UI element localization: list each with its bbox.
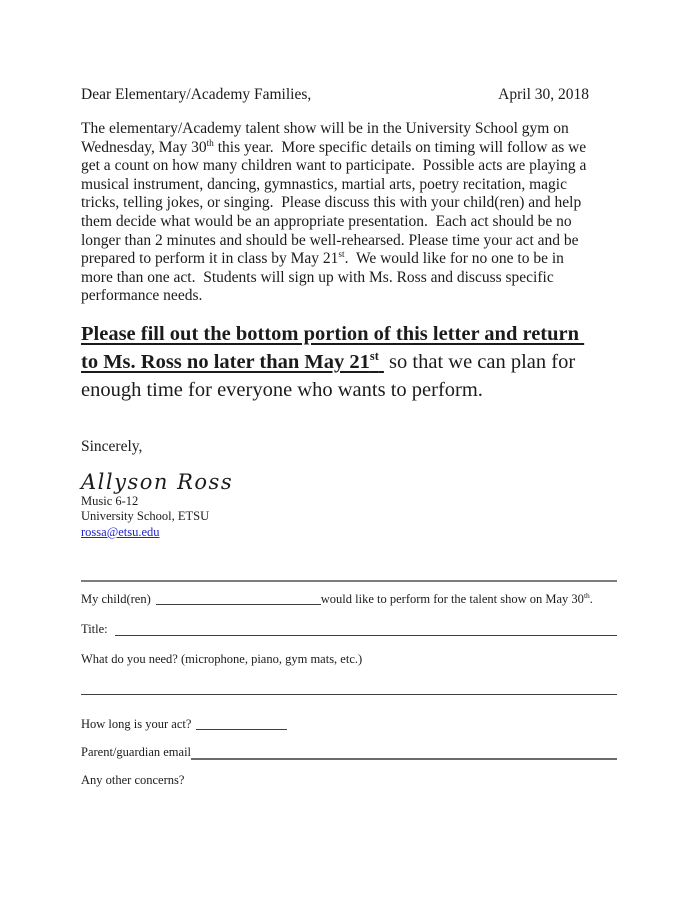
child-name-blank	[156, 604, 321, 605]
child-suffix: would like to perform for the talent show on May 30	[320, 592, 584, 607]
length-blank	[196, 729, 287, 730]
form-row-concerns	[81, 772, 617, 788]
letter-header	[81, 85, 617, 104]
length-label: How long is your act?	[81, 717, 192, 732]
form-row-length	[81, 716, 617, 732]
superscript-st: st	[338, 250, 345, 260]
body-text-1: The elementary/Academy talent show will be in the University School gym on Wednesday, May 30	[81, 120, 573, 156]
tear-off-divider	[81, 580, 617, 582]
child-period: .	[589, 592, 593, 607]
parent-email-label: Parent/guardian email	[81, 745, 192, 760]
salutation: Dear Elementary/Academy Families,	[81, 86, 312, 103]
signature-block	[81, 494, 617, 541]
title-blank	[115, 635, 617, 636]
response-form	[81, 591, 617, 788]
notice-paragraph	[81, 320, 595, 404]
notice-normal-text: so that we can plan for enough time for everyone who wants to perform.	[81, 350, 581, 401]
email-link[interactable]: rossa@etsu.edu	[81, 524, 160, 539]
signature-school: University School, ETSU	[81, 509, 210, 524]
closing-line: Sincerely,	[81, 437, 143, 455]
signature-title: Music 6-12	[81, 493, 139, 508]
letter-body-paragraph	[81, 120, 589, 306]
notice-bold-main: Please fill out the bottom portion of this letter and return to Ms. Ross no later than May 21	[81, 322, 585, 373]
title-label: Title:	[81, 622, 108, 637]
child-label: My child(ren)	[81, 592, 151, 607]
form-superscript-th: th	[583, 591, 590, 601]
concerns-label: Any other concerns?	[81, 773, 185, 788]
needs-answer-blank	[81, 694, 617, 695]
needs-label: What do you need? (microphone, piano, gym mats, etc.)	[81, 652, 363, 667]
superscript-th: th	[206, 138, 214, 149]
form-row-needs	[81, 651, 617, 667]
form-row-title	[81, 621, 617, 637]
notice-superscript-st: st	[369, 349, 379, 364]
parent-email-blank	[191, 758, 617, 760]
body-text-2: this year. More specific details on timing will follow as we get a count on how many children want to participate. Possible acts are playing a musical instrument, dancing, gymnastics, martial arts, poetry recitation, magic tricks, telling jokes, or singing. Please discuss this with your child(ren) and help them decide what would be an appropriate presentation. Each act should be no longer than 2 minutes and should be well-rehearsed. Please time your act and be prepared to perform it in class by May 21	[81, 138, 591, 268]
form-row-parent-email	[81, 744, 617, 760]
form-row-child	[81, 591, 617, 607]
signature-name: Allyson Ross	[81, 469, 234, 494]
body-text-3: . We would like for no one to be in more than one act. Students will sign up with Ms. Ross and discuss specific performance needs.	[81, 250, 568, 305]
letter-date: April 30, 2018	[498, 86, 589, 103]
